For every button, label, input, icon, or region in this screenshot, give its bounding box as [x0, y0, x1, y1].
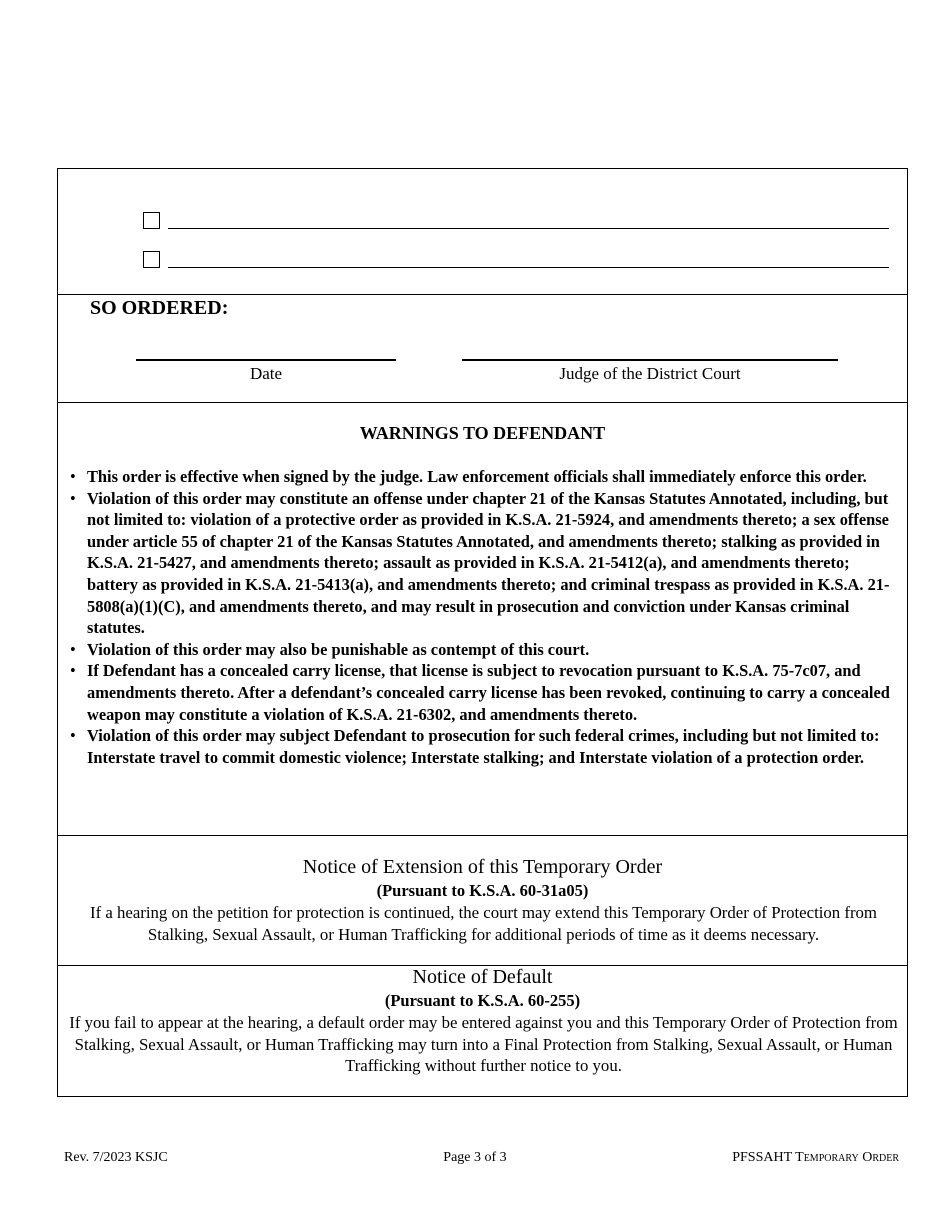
judge-label: Judge of the District Court [559, 364, 741, 383]
checkbox-section [58, 169, 907, 295]
order-form-box [57, 168, 908, 1097]
warning-text: Violation of this order may subject Defendant to prosecution for such federal crimes, including but not limited to: Interstate travel to commit domestic violence; Interstate stalking; and Interstate violation of a protection order. [87, 726, 880, 767]
footer-revision: Rev. 7/2023 KSJC [64, 1150, 168, 1165]
default-title: Notice of Default [412, 966, 553, 988]
warning-text: This order is effective when signed by the judge. Law enforcement officials shall immediately enforce this order. [87, 467, 867, 486]
warning-item [70, 639, 902, 661]
blank-line-1[interactable] [168, 228, 889, 229]
warning-text: Violation of this order may constitute an offense under chapter 21 of the Kansas Statutes Annotated, including, but not limited to: violation of a protective order as provided in K.S.A. 21-5924, and amendments thereto; a sex offense under article 55 of chapter 21 of the Kansas Statutes Annotated, and amendments thereto; stalking as provided in K.S.A. 21-5427, and amendments thereto; assault as provided in K.S.A. 21-5412(a), and amendments thereto; battery as provided in K.S.A. 21-5413(a), and amendments thereto; and criminal trespass as provided in K.S.A. 21-5808(a)(1)(C), and amendments thereto, and may result in prosecution and conviction under Kansas criminal statutes. [87, 488, 890, 638]
warning-text: If Defendant has a concealed carry license, that license is subject to revocation pursuant to K.S.A. 75-7c07, and amendments thereto. After a defendant’s concealed carry license has been revoked, continuing to carry a concealed weapon may constitute a violation of K.S.A. 21-6302, and amendments thereto. [87, 661, 890, 724]
so-ordered-section [58, 295, 907, 403]
bullet-icon: • [70, 661, 76, 681]
warning-item [70, 725, 902, 768]
extension-subtitle: (Pursuant to K.S.A. 60-31a05) [376, 881, 589, 900]
judge-signature-line[interactable] [462, 359, 838, 361]
footer-page-number: Page 3 of 3 [443, 1150, 507, 1165]
bullet-icon: • [70, 726, 76, 746]
bullet-icon: • [70, 639, 76, 659]
blank-line-2[interactable] [168, 267, 889, 268]
so-ordered-heading: SO ORDERED: [90, 297, 229, 319]
checkbox-2[interactable] [143, 251, 160, 268]
warning-item [70, 488, 902, 639]
warning-item [70, 660, 902, 725]
bullet-icon: • [70, 467, 76, 486]
bullet-icon: • [70, 488, 76, 508]
warnings-list [70, 466, 902, 768]
date-signature-line[interactable] [136, 359, 396, 361]
extension-title: Notice of Extension of this Temporary Order [302, 856, 663, 878]
extension-notice-section [58, 836, 907, 966]
warning-text: Violation of this order may also be punishable as contempt of this court. [87, 639, 590, 659]
default-body: If you fail to appear at the hearing, a default order may be entered against you and this Temporary Order of Protection from Stalking, Sexual Assault, or Human Trafficking may turn into a Final Protection from Stalking, Sexual Assault, or Human Trafficking without further notice to you. [69, 1013, 898, 1075]
checkbox-1[interactable] [143, 212, 160, 229]
warnings-section [58, 403, 907, 836]
footer-form-name: PFSSAHT Temporary Order [732, 1150, 899, 1165]
default-subtitle: (Pursuant to K.S.A. 60-255) [384, 991, 581, 1010]
warnings-title: WARNINGS TO DEFENDANT [359, 423, 606, 443]
warning-item [70, 466, 902, 488]
date-label: Date [249, 364, 283, 383]
extension-body: If a hearing on the petition for protection is continued, the court may extend this Temporary Order of Protection from Stalking, Sexual Assault, or Human Trafficking for additional periods of time as it deems necessary. [89, 903, 877, 944]
default-notice-section [58, 966, 907, 1097]
